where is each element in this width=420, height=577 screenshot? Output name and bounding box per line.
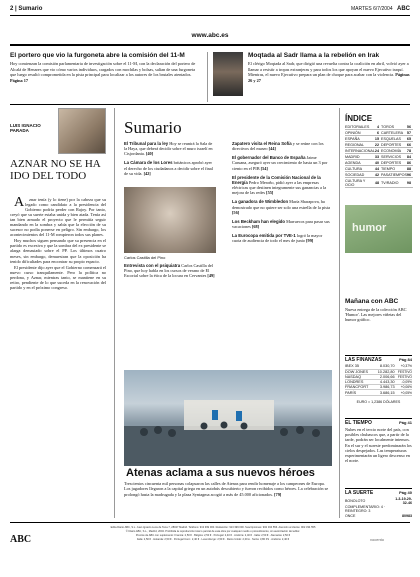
index-page: 86 bbox=[406, 160, 412, 165]
market-name: IBEX 35 bbox=[345, 364, 374, 369]
header-rule bbox=[10, 15, 410, 16]
top-story-left bbox=[10, 52, 200, 83]
lottery-game: BONOLOTO bbox=[345, 499, 366, 503]
index-section: CULTURA Y OCIO bbox=[345, 178, 375, 188]
top-story-headline: El portero que vio la furgoneta abre la comisión del 11-M bbox=[10, 52, 185, 59]
footer-line: Italia: 2,50 € · Holanda: 2,50 € · Portugal Cont.: 2,40 € · Luxemburgo: 2,50 € · Reino Unido: 2,00 £ · Suiza: 3,80 FS · Andorra: 2,40 € bbox=[136, 537, 290, 541]
lottery-game: ONCE bbox=[345, 513, 356, 518]
sumario-item-head: El Tribunal para la ley bbox=[124, 141, 169, 146]
weather-title: EL TIEMPO bbox=[345, 420, 372, 426]
index-page: 33 bbox=[374, 154, 380, 159]
top-story-headline: Moqtada al Sadr llama a la rebelión en Irak bbox=[248, 52, 380, 59]
index-section: TOROS bbox=[381, 124, 407, 130]
sumario-item-page: [40] bbox=[145, 151, 154, 157]
top-story-text bbox=[10, 61, 200, 83]
sumario-item[interactable] bbox=[232, 141, 332, 151]
footer-rule bbox=[10, 522, 410, 523]
sumario-item-head: Los Beckham han elegido bbox=[232, 218, 286, 224]
sumario-item-head: El gobernador del Banco de España bbox=[232, 155, 306, 161]
column-author: LUIS IGNACIO PARADA bbox=[10, 123, 41, 134]
sumario-item-text: británicos aprobó ayer el derecho de los ciudadanos a decidir sobre el final de su vida. bbox=[124, 160, 213, 176]
sumario-item-page: [42] bbox=[143, 170, 151, 176]
sumario-item-page: [55] bbox=[266, 190, 274, 196]
sumario-item[interactable] bbox=[232, 155, 332, 170]
lottery-header bbox=[345, 488, 412, 496]
page-header-right bbox=[351, 6, 410, 12]
column-paragraph: Hoy muchos siguen pensando que su presencia en el partido es excesiva y que la sombra del ex presidente se alarga demasiado sobre el PP. Los últimos cuatro meses, sin embargo, demuestran que la oposición ha tenido dificultades para encontrar su propio espacio. bbox=[10, 238, 106, 264]
column-paragraph: Aznar tenía (y lo tiene) por la cabeza que su legado como candidato a la presidencia del Gobierno podría perder con Rajoy. Por tanto, creyó que su suerte estaba unida y bien atada. Tenía así tan bien armado el proyecto que le permitía seguir mandando en la sombra y sabía que la elección de su sucesor no podía ponerse en peligro. Sin embargo, los acontecimientos del 11-M rompieron todos sus planes. bbox=[10, 195, 106, 238]
tomorrow-text: Nueva entrega de la colección ABC 'Humor'. Las mejores viñetas del humor gráfico. bbox=[345, 307, 407, 323]
index-page: 48 bbox=[375, 178, 381, 188]
market-change: +0,37% bbox=[395, 364, 412, 369]
cleric-photo bbox=[213, 52, 243, 96]
index-section: CARTELERA bbox=[381, 130, 407, 136]
sumario-item-text: Marruecos para pasar sus vacaciones bbox=[232, 218, 330, 230]
finance-table bbox=[345, 364, 412, 396]
index-section: CULTURA bbox=[345, 166, 375, 172]
index-section: ESQUELAS bbox=[381, 136, 407, 142]
section-rule bbox=[10, 104, 410, 105]
lottery-row bbox=[345, 505, 412, 513]
abc-logo[interactable]: ABC bbox=[10, 534, 32, 545]
top-story-body: El clérigo Moqtada al Sadr, que dirigió una revuelta contra la coalición en abril, volvió ayer a llamar a resistir a tropas extranjeras y para todos los que apoyan el nuevo Ejecutivo iraquí. Mientras, el nuevo Ejecutivo prepara un plan de choque para acabar con la violencia. bbox=[248, 61, 409, 78]
index-page: 65 bbox=[406, 136, 412, 141]
index-table bbox=[345, 124, 413, 188]
index-section: MADRID bbox=[345, 154, 375, 160]
lottery-value: 80983 bbox=[402, 513, 412, 518]
column-headline: AZNAR NO SE HA IDO DEL TODO bbox=[10, 158, 101, 182]
footer-line: Edita Diario ABC, S.L. Juan Ignacio Luca de Tena 7, 28027 Madrid. Teléfono: 913 399 000. Redacción: 913 399 000. Suscripciones: 902 334 556. Atención al cliente: 902 334 555 bbox=[110, 526, 316, 529]
index-page: 56 bbox=[406, 124, 412, 129]
index-section: AGENDA bbox=[345, 160, 375, 166]
vocento-logo[interactable]: vocento bbox=[370, 537, 385, 542]
sumario-item-page: [44] bbox=[268, 146, 276, 152]
sumario-item-head: La Eurocopa emitida por TVE-1 bbox=[232, 233, 296, 239]
index-page: 4 bbox=[375, 124, 381, 130]
index-title: ÍNDICE bbox=[345, 114, 373, 123]
market-value: 4.443,30 bbox=[374, 380, 395, 385]
finance-header bbox=[345, 355, 412, 363]
index-section: PASATIEMPOS bbox=[381, 172, 407, 177]
index-page: 78 bbox=[406, 148, 412, 153]
market-value: 8.030,70 bbox=[374, 364, 395, 369]
sumario-item[interactable] bbox=[124, 141, 216, 156]
lottery-value bbox=[395, 505, 412, 513]
main-headline: Atenas aclama a sus nuevos héroes bbox=[126, 467, 315, 479]
sumario-item-head: Entrevista con el psiquiatra bbox=[124, 263, 181, 268]
index-page: 6 bbox=[375, 130, 381, 136]
sumario-item-text: y se reúne con los directivos del museo bbox=[232, 141, 324, 152]
photo-caption: Carlos Castilla del Pino bbox=[124, 255, 166, 260]
sumario-item-text: Hoy se reunirá la Sala de la Haya, que deberá decidir sobre el muro israelí en Cisjordania. bbox=[124, 141, 213, 157]
weather-text: Nubes en el tercio norte del país, con posibles chubascos que, a partir de la tarde, podrán ser localmente intensos. En el sur y el sureste predominarán los cielos despejados. Las temperaturas experimentarán un ligero descenso en el norte. bbox=[345, 427, 412, 464]
market-name: NASDAQ bbox=[345, 374, 374, 379]
market-value: 10.282,80 bbox=[374, 369, 395, 374]
index-page: 57 bbox=[406, 130, 412, 135]
lottery-title: LA SUERTE bbox=[345, 490, 374, 496]
index-page: 15 bbox=[374, 136, 380, 141]
sumario-item-page: [56] bbox=[232, 209, 240, 215]
sumario-item[interactable] bbox=[232, 199, 332, 214]
index-section: OPINIÓN bbox=[345, 130, 375, 136]
market-name: DOW JONES bbox=[345, 369, 374, 374]
main-story-page: [79] bbox=[274, 491, 282, 497]
sumario-item-head: Zapatero visita el Reina Sofía bbox=[232, 141, 292, 146]
column-body bbox=[10, 197, 106, 291]
sumario-item-head: El presidente de la Comisión Nacional de la Energía bbox=[232, 174, 321, 185]
top-story-body: Hoy comienzan la comisión parlamentaria de investigación sobre el 11-M, con la declaración del portero de Alcalá de Henares que vio cómo varios individuos, cargados con mochilas y bolsas, salían de una furgoneta que luego resultó comprometida en la pista principal para localizar a los autores de los brutales atentados. bbox=[10, 61, 196, 78]
lottery-table bbox=[345, 497, 412, 519]
index-page: 84 bbox=[406, 154, 412, 159]
date-line: MARTES 6/7/2004 bbox=[351, 6, 393, 12]
lottery-game: COMPLEMENTARIO: 4 · REINTEGRO: 3 bbox=[345, 505, 386, 513]
index-page: 98 bbox=[407, 178, 413, 188]
sumario-item-text: logró la mayor cuota de audiencia de todo el mes de junio bbox=[232, 233, 323, 244]
main-story-text bbox=[124, 481, 332, 497]
market-change: +0,05% bbox=[395, 390, 412, 395]
index-page: 96 bbox=[406, 172, 412, 177]
market-value: 2.006,66 bbox=[374, 374, 395, 379]
market-change: FESTIVO bbox=[395, 369, 412, 374]
section-name: Sumario bbox=[18, 6, 43, 12]
masthead-small: ABC bbox=[397, 6, 410, 12]
footer-line: © Diario ABC, S.L., Madrid, 2004. Prohibida la reproducción total o parcial de esta obra por cualquier medio o procedimiento, sin autorización del editor. bbox=[125, 529, 301, 533]
finance-page: Pág 84 bbox=[399, 357, 412, 362]
index-section: DEPORTES bbox=[381, 142, 407, 148]
divider: | bbox=[15, 6, 17, 12]
index-page: 40 bbox=[374, 160, 380, 165]
promo-word: humor bbox=[352, 222, 387, 234]
sumario-title: Sumario bbox=[124, 118, 182, 137]
footer-line: Precios de ABC con suplemento: Francia: 2,50 € · Bélgica: 2,50 € · Portugal: 2,40 € · Andorra: 2,40 € · Italia: 2,50 € · Alemania: 2,50 € bbox=[135, 533, 291, 537]
finance-title: LAS FINANZAS bbox=[345, 357, 382, 363]
sumario-item-head: La Cámara de los Lores bbox=[124, 160, 173, 166]
market-name: PARÍS bbox=[345, 390, 374, 395]
finance-row bbox=[345, 390, 412, 395]
top-story-page: Página 17 bbox=[10, 77, 29, 83]
index-section: DEPORTES bbox=[381, 160, 407, 166]
page-header-left bbox=[10, 6, 42, 12]
finance-row bbox=[345, 369, 412, 374]
sumario-list-right bbox=[232, 141, 332, 248]
index-row[interactable] bbox=[345, 178, 413, 188]
sumario-item-text: Pedro Meroño, pidió ayer a las empresas eléctricas que destinen integramente sus ganancias a la mejora de las redes bbox=[232, 179, 327, 196]
index-section: TIEMPO bbox=[381, 166, 407, 172]
sumario-item-page: [99] bbox=[306, 238, 314, 244]
index-page: 24 bbox=[374, 148, 380, 153]
sumario-item[interactable] bbox=[232, 233, 332, 243]
lottery-page: Pág 40 bbox=[399, 490, 412, 495]
interview-photo bbox=[124, 187, 216, 253]
index-section: SOCIEDAD bbox=[345, 172, 375, 178]
top-story-text bbox=[248, 61, 410, 83]
index-section: TV/RADIO bbox=[381, 178, 407, 188]
sumario-item[interactable] bbox=[232, 219, 332, 229]
index-section: SERVICIOS bbox=[381, 154, 407, 160]
column-divider bbox=[114, 108, 115, 518]
site-url[interactable]: www.abc.es bbox=[191, 32, 229, 39]
index-section: REGIONAL bbox=[345, 142, 375, 148]
sumario-item-page: [54] bbox=[260, 165, 268, 171]
top-story-page: Páginas 26 y 27 bbox=[248, 72, 410, 83]
index-page: 44 bbox=[374, 166, 380, 171]
author-photo bbox=[58, 108, 106, 154]
weather-page: Pág 41 bbox=[399, 420, 412, 425]
sumario-item-page: [49] bbox=[207, 273, 215, 279]
euro-rate: EURO = 1,2386 DÓLARES bbox=[356, 400, 401, 404]
sumario-item-text: María Sharapova, ha demostrado que no quiere ser solo una estrella de la pista bbox=[232, 199, 331, 210]
sumario-item-page: [68] bbox=[251, 224, 260, 230]
page-number: 2 bbox=[10, 6, 14, 12]
top-rule bbox=[10, 44, 410, 46]
index-section: EDITORIALES bbox=[345, 124, 375, 130]
index-page: 66 bbox=[406, 142, 412, 147]
main-photo-football-crowd bbox=[124, 370, 332, 466]
crowd-illustration bbox=[124, 370, 332, 466]
sumario-item[interactable] bbox=[232, 175, 332, 196]
sumario-list-left bbox=[124, 141, 216, 180]
index-section: ECONOMÍA bbox=[381, 148, 407, 154]
footer-imprint bbox=[84, 526, 342, 542]
index-page: 88 bbox=[406, 166, 412, 171]
sumario-item-text: Jaime Caruana, aseguró ayer un crecimiento de hasta un 3 por ciento en el PIB bbox=[232, 155, 328, 171]
weather-header bbox=[345, 418, 412, 426]
lottery-value: 1-3-19-29-32-46 bbox=[395, 497, 412, 505]
sumario-item[interactable] bbox=[124, 263, 216, 278]
main-story-body: Trescientos cincuenta mil personas colapsaron las calles de Atenas para rendir homenaje a los campeones de Europa. Los jugadores llegaron a la capital griega en un autobús descubierto y fueron recibidos como héroes. La celebración se prolongó hasta la madrugada y la plaza Syntagma acogió a más de 45.000 aficionados. bbox=[124, 481, 329, 497]
column-paragraph: El presidente dijo ayer que el Gobierno comenzará el nuevo curso tranquilamente. Pero la política no perdona, y Aznar, mientras tanto, se mantiene en su retiro, pendiente de lo que suceda en la renovación del partido y en el próximo congreso. bbox=[10, 264, 106, 290]
column-divider bbox=[339, 108, 340, 518]
sumario-list-left-bottom bbox=[124, 263, 216, 282]
index-page: 42 bbox=[374, 172, 380, 177]
tomorrow-title: Mañana con ABC bbox=[345, 298, 399, 305]
market-name: LONDRES bbox=[345, 380, 374, 385]
index-section: INTERNACIONAL bbox=[345, 148, 375, 153]
lottery-row bbox=[345, 497, 412, 505]
top-story-right bbox=[248, 52, 410, 83]
market-change: +0,06% bbox=[395, 385, 412, 390]
column-divider bbox=[207, 52, 208, 102]
sumario-item[interactable] bbox=[124, 160, 216, 175]
sumario-item-text: Carlos Castilla del Pino, que hoy habla en los cursos de verano de El Escorial sobre la ética de la locura en Cervantes bbox=[124, 263, 213, 279]
market-value: 3.986,73 bbox=[374, 385, 395, 390]
market-name: FRANCFORT bbox=[345, 385, 374, 390]
market-change: -0,09% bbox=[395, 380, 412, 385]
market-change: FESTIVO bbox=[395, 374, 412, 379]
index-page: 22 bbox=[374, 142, 380, 147]
market-value: 3.686,15 bbox=[374, 390, 395, 395]
index-section: ESPAÑA bbox=[345, 136, 375, 142]
lottery-row bbox=[345, 513, 412, 519]
sumario-item-head: La ganadora de Wimbledon bbox=[232, 199, 289, 205]
